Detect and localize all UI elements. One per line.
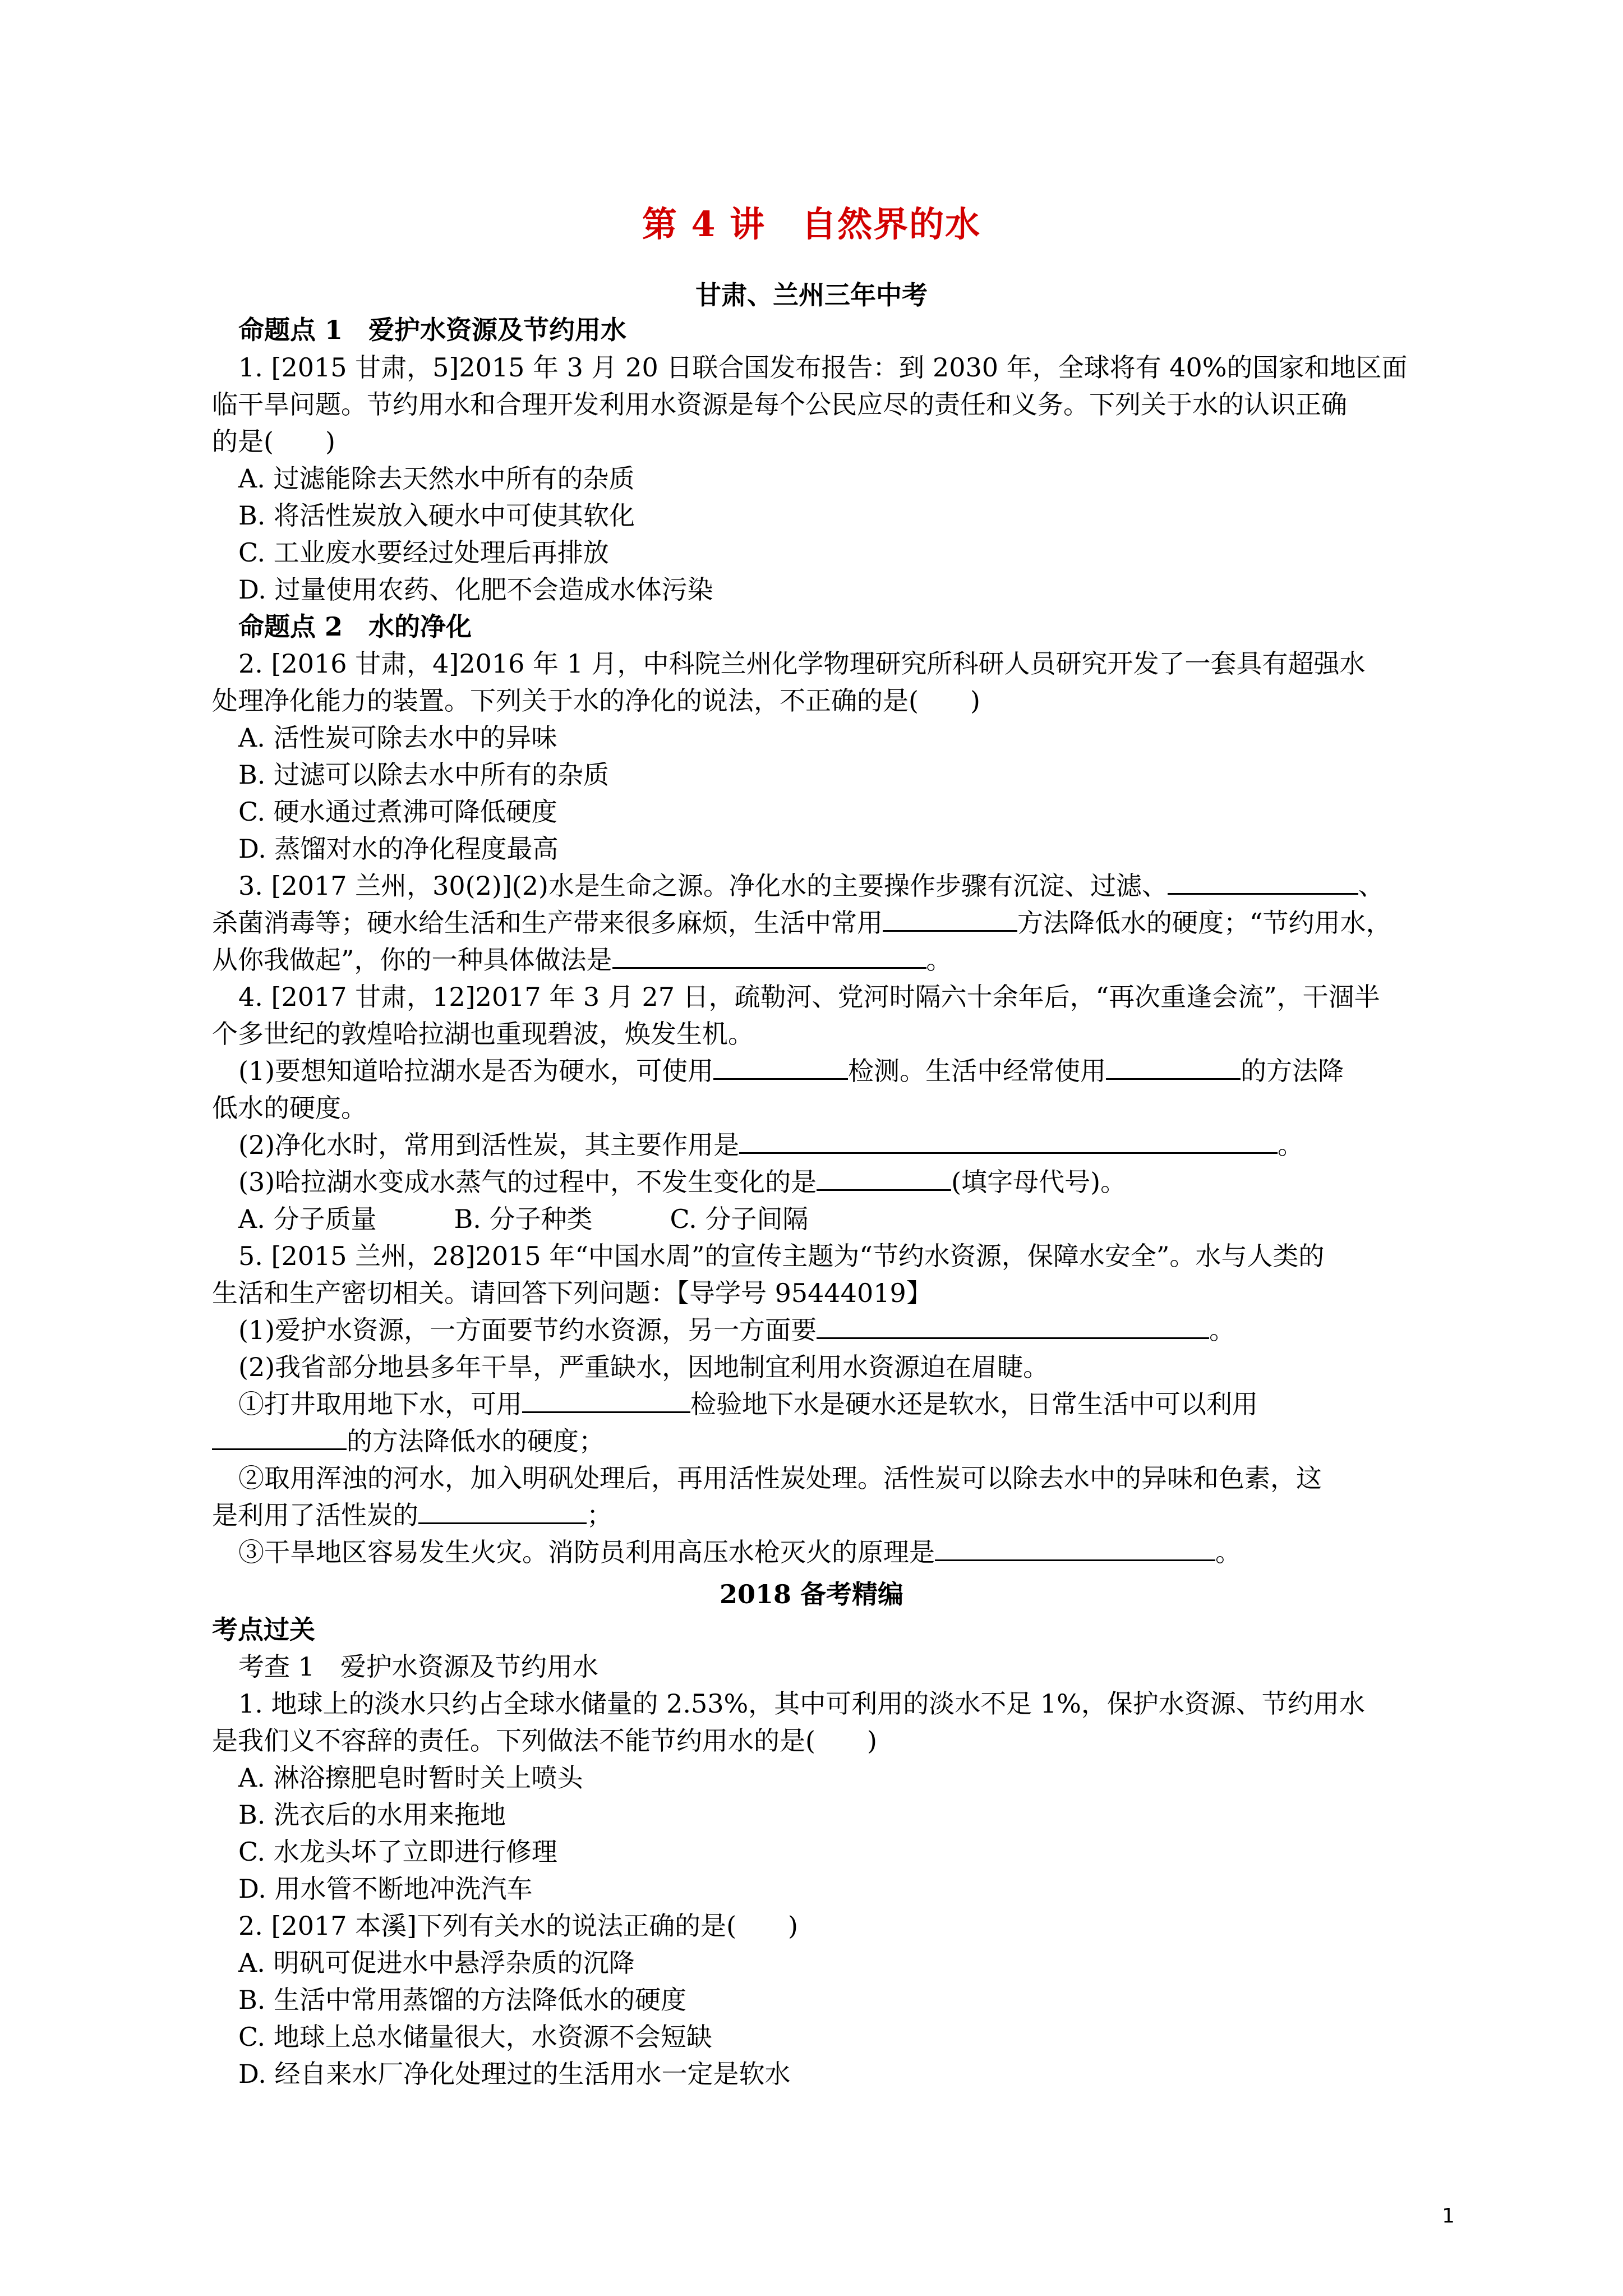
q4-p2-text-a: (2)净化水时，常用到活性炭，其主要作用是: [238, 1130, 740, 1160]
q4-p3-text-b: (填字母代号)。: [951, 1167, 1127, 1197]
q5-c1-text-b: 检验地下水是硬水还是软水，日常生活中可以利用: [690, 1389, 1258, 1419]
page-title: 第 4 讲 自然界的水: [642, 204, 981, 245]
q5-c3-text-b: 。: [1215, 1537, 1241, 1567]
q1-option-d: D. 过量使用农药、化肥不会造成水体污染: [238, 574, 713, 605]
q1-line2: 临干旱问题。节约用水和合理开发利用水资源是每个公民应尽的责任和义务。下列关于水的认识正确: [212, 389, 1347, 420]
check-point-heading: 考查 1 爱护水资源及节约用水: [238, 1651, 598, 1682]
answer-blank: [612, 942, 926, 969]
q4-options: A. 分子质量 B. 分子种类 C. 分子间隔: [238, 1204, 809, 1234]
q5-part1: [238, 1312, 1483, 1349]
q2-option-d: D. 蒸馏对水的净化程度最高: [238, 834, 559, 864]
answer-blank: [883, 905, 1017, 932]
b1-option-c: C. 水龙头坏了立即进行修理: [238, 1837, 557, 1867]
b2-option-a: A. 明矾可促进水中悬浮杂质的沉降: [238, 1948, 635, 1978]
answer-blank: [817, 1165, 951, 1191]
q5-line2: 生活和生产密切相关。请回答下列问题：【导学号 95444019】: [212, 1278, 932, 1308]
q1-option-c: C. 工业废水要经过处理后再排放: [238, 537, 609, 568]
q5-c1-text-a: ①打井取用地下水，可用: [238, 1389, 522, 1419]
q4-part1-cont: 低水的硬度。: [212, 1093, 367, 1123]
q5-sub3: [238, 1534, 1483, 1571]
q1-option-a: A. 过滤能除去天然水中所有的杂质: [238, 463, 635, 494]
answer-blank: [522, 1387, 690, 1413]
q4-part1: [238, 1052, 1483, 1089]
q4-part2: [238, 1126, 1483, 1163]
subsection-heading: 考点过关: [212, 1614, 315, 1645]
q4-p3-text-a: (3)哈拉湖水变成水蒸气的过程中，不发生变化的是: [238, 1167, 817, 1197]
q3-line3: [212, 941, 1457, 978]
q5-sub2-cont: [212, 1497, 1457, 1534]
b1-option-d: D. 用水管不断地冲洗汽车: [238, 1874, 533, 1904]
page-number: 1: [1442, 2205, 1455, 2228]
q5-sub1: [238, 1386, 1483, 1423]
q4-p2-text-b: 。: [1278, 1130, 1304, 1160]
answer-blank: [713, 1053, 848, 1080]
q3-line1: [238, 867, 1483, 904]
q1-line1: 1. [2015 甘肃，5]2015 年 3 月 20 日联合国发布报告：到 2030 年，全球将有 40%的国家和地区面: [238, 352, 1408, 383]
b1-option-a: A. 淋浴擦肥皂时暂时关上喷头: [238, 1763, 583, 1793]
b2-option-d: D. 经自来水厂净化处理过的生活用水一定是软水: [238, 2059, 791, 2089]
b1-line1: 1. 地球上的淡水只约占全球水储量的 2.53%，其中可利用的淡水不足 1%，保护水资源、节约用水: [238, 1688, 1365, 1719]
answer-blank: [1168, 868, 1358, 895]
q3-text-3b: 。: [926, 945, 952, 975]
q3-text-1-end: 、: [1358, 871, 1384, 901]
q3-text-2a: 杀菌消毒等；硬水给生活和生产带来很多麻烦，生活中常用: [212, 908, 883, 938]
answer-blank: [212, 1424, 347, 1450]
q5-p1-text-b: 。: [1209, 1315, 1235, 1345]
q2-option-b: B. 过滤可以除去水中所有的杂质: [238, 760, 610, 790]
q4-line2: 个多世纪的敦煌哈拉湖也重现碧波，焕发生机。: [212, 1019, 754, 1049]
b2-option-c: C. 地球上总水储量很大，水资源不会短缺: [238, 2022, 712, 2052]
b2-line1: 2. [2017 本溪]下列有关水的说法正确的是( ): [238, 1911, 798, 1941]
section-heading-exams: 甘肃、兰州三年中考: [695, 280, 928, 310]
b1-option-b: B. 洗衣后的水用来拖地: [238, 1800, 506, 1830]
q5-c2-text-b: 是利用了活性炭的: [212, 1500, 418, 1530]
q1-option-b: B. 将活性炭放入硬水中可使其软化: [238, 500, 635, 531]
topic-heading-1: 命题点 1 爱护水资源及节约用水: [238, 315, 627, 345]
q3-text-2b: 方法降低水的硬度；“节约用水，: [1017, 908, 1392, 938]
b1-line2: 是我们义不容辞的责任。下列做法不能节约用水的是( ): [212, 1726, 877, 1756]
section-heading-prep: 2018 备考精编: [719, 1579, 904, 1609]
q5-p1-text-a: (1)爱护水资源，一方面要节约水资源，另一方面要: [238, 1315, 817, 1345]
q5-part2: (2)我省部分地县多年干旱，严重缺水，因地制宜利用水资源迫在眉睫。: [238, 1352, 1049, 1382]
q4-line1: 4. [2017 甘肃，12]2017 年 3 月 27 日，疏勒河、党河时隔六十余年后，“再次重逢会流”，干涸半: [238, 982, 1380, 1012]
q5-line1: 5. [2015 兰州，28]2015 年“中国水周”的宣传主题为“节约水资源，保障水安全”。水与人类的: [238, 1241, 1325, 1271]
q5-c2-text-c: ；: [587, 1500, 612, 1530]
b2-option-b: B. 生活中常用蒸馏的方法降低水的硬度: [238, 1985, 687, 2015]
q2-line2: 处理净化能力的装置。下列关于水的净化的说法，不正确的是( ): [212, 685, 980, 716]
q2-option-a: A. 活性炭可除去水中的异味: [238, 723, 557, 753]
q5-sub2: ②取用浑浊的河水，加入明矾处理后，再用活性炭处理。活性炭可以除去水中的异味和色素，这: [238, 1463, 1322, 1493]
q4-p1-text-a: (1)要想知道哈拉湖水是否为硬水，可使用: [238, 1056, 714, 1086]
q5-sub1-cont: [212, 1423, 1457, 1460]
answer-blank: [935, 1535, 1215, 1561]
q3-text-1: 3. [2017 兰州，30(2)](2)水是生命之源。净化水的主要操作步骤有沉淀、过滤、: [238, 871, 1168, 901]
q5-c1-text-c: 的方法降低水的硬度；: [347, 1426, 605, 1456]
q2-line1: 2. [2016 甘肃，4]2016 年 1 月，中科院兰州化学物理研究所科研人员研究开发了一套具有超强水: [238, 648, 1366, 679]
q2-option-c: C. 硬水通过煮沸可降低硬度: [238, 797, 557, 827]
answer-blank: [817, 1313, 1209, 1339]
q3-text-3a: 从你我做起”，你的一种具体做法是: [212, 945, 612, 975]
answer-blank: [739, 1128, 1278, 1154]
answer-blank: [418, 1498, 587, 1524]
q4-part3: [238, 1163, 1483, 1200]
q1-line3: 的是( ): [212, 426, 335, 457]
q4-p1-text-c: 的方法降: [1241, 1056, 1344, 1086]
q3-line2: [212, 904, 1457, 941]
q5-c3-text-a: ③干旱地区容易发生火灾。消防员利用高压水枪灭火的原理是: [238, 1537, 935, 1567]
answer-blank: [1106, 1053, 1241, 1080]
topic-heading-2: 命题点 2 水的净化: [238, 611, 472, 642]
q4-p1-text-b: 检测。生活中经常使用: [848, 1056, 1106, 1086]
